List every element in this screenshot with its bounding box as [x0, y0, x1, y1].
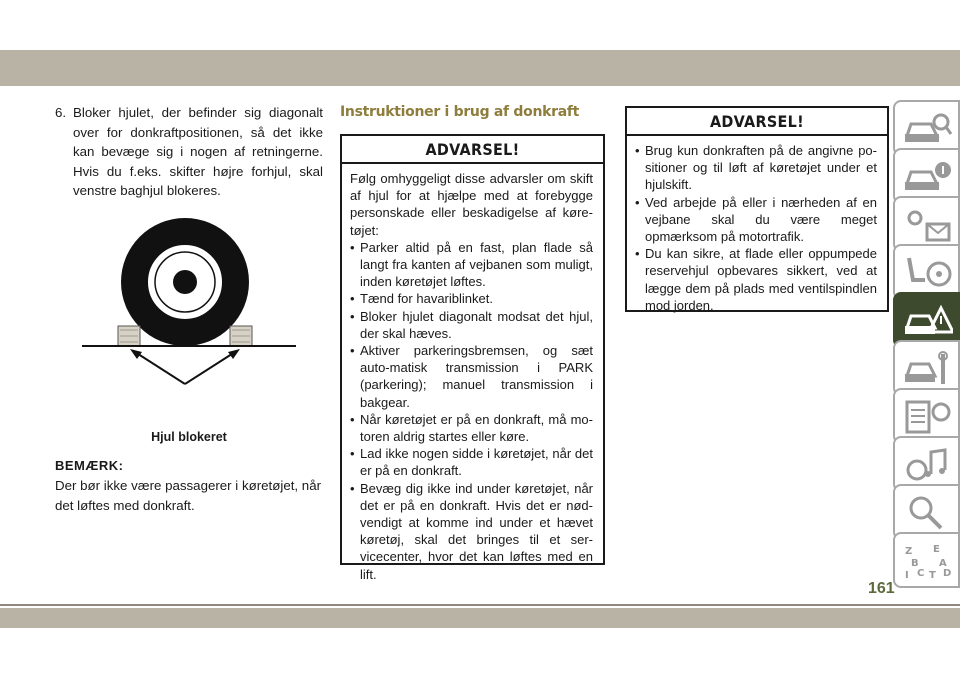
- warning-title: ADVARSEL!: [627, 108, 887, 136]
- roadside-emergency-icon: [903, 302, 953, 340]
- svg-text:C: C: [917, 568, 925, 579]
- page-number: 161: [868, 580, 895, 597]
- step-number: 6.: [55, 105, 67, 120]
- arrow-right: [185, 352, 235, 384]
- note-text: Der bør ikke være passagerer i køretøjet, når det løftes med donkraft.: [55, 478, 322, 513]
- warning-item: • Du kan sikre, at flade eller oppumpede reservehjul opbevares sikkert, ved at lægge dem på plads med ventilspindlen mod jorden.: [635, 245, 877, 314]
- figure-caption: Hjul blokeret: [151, 430, 227, 444]
- warning-item: • Brug kun donkraften på de angivne po-sitioner og til løft af køretøjet under et hjulskift.: [635, 142, 877, 194]
- warning-item: • Ved arbejde på eller i nærheden af en vejbane skal du være meget opmærksom på motortrafik.: [635, 194, 877, 246]
- warning-intro: Følg omhyggeligt disse advarsler om skift af hjul for at hjælpe med at forebygge personskade eller beskadigelse af køre-tøjet:: [350, 171, 593, 238]
- footer-line: [0, 604, 960, 606]
- section-title: Instruktioner i brug af donkraft: [340, 104, 580, 120]
- warning-item: • Aktiver parkeringsbremsen, og sæt auto-matisk transmission i PARK (parkering); manuel transmission i bakgear.: [350, 342, 593, 411]
- multimedia-icon: [903, 446, 953, 484]
- step-text: Bloker hjulet, der befinder sig diagonalt over for donkraftpositionen, så det ikke kan bevæge sig i nogen af retningerne. Hvis du f.eks. skifter højre forhjul, skal venstre baghjul blokeres.: [73, 105, 323, 199]
- svg-text:A: A: [939, 558, 947, 569]
- wheel-chocked-illustration: [80, 212, 300, 392]
- warning-item: • Bevæg dig ikke ind under køretøjet, når det er på en donkraft. Hvis det er nød-vendigt at komme ind under et hævet køretøj, skal det bringes til et ser-vicecenter, hvor det kan løftes med en lift.: [350, 480, 593, 583]
- warning-item: • Bloker hjulet diagonalt modsat det hjul, der skal hæves.: [350, 308, 593, 342]
- warning-lights-message-icon: [903, 206, 953, 244]
- note-heading: BEMÆRK:: [55, 458, 124, 473]
- car-search-icon: [903, 110, 953, 148]
- warning-title: ADVARSEL!: [342, 136, 603, 164]
- warning-box-1: [340, 134, 605, 582]
- warning-item: • Når køretøjet er på en donkraft, må mo-toren aldrig startes eller køre.: [350, 411, 593, 445]
- car-info-icon: [903, 158, 953, 196]
- warning-box-2: [625, 106, 889, 312]
- car-service-icon: [903, 350, 953, 388]
- svg-text:D: D: [943, 568, 952, 579]
- warning-item: • Parker altid på en fast, plan flade så langt fra kanten af vejbanen som muligt, inden køretøjet løftes.: [350, 239, 593, 291]
- seat-steering-icon: [903, 254, 953, 292]
- header-band: [0, 50, 960, 86]
- footer-band: [0, 608, 960, 628]
- arrow-left: [135, 352, 185, 384]
- warning-item: • Lad ikke nogen sidde i køretøjet, når det er på en donkraft.: [350, 445, 593, 479]
- svg-text:B: B: [911, 558, 919, 569]
- tab-index[interactable]: [893, 532, 960, 588]
- search-icon: [903, 494, 953, 532]
- svg-text:E: E: [933, 544, 940, 555]
- specifications-icon: [903, 398, 953, 436]
- svg-text:T: T: [929, 570, 936, 580]
- svg-text:I: I: [905, 570, 909, 580]
- step-6: [55, 103, 323, 201]
- warning-item: • Tænd for havariblinket.: [350, 290, 593, 307]
- svg-text:Z: Z: [905, 546, 913, 557]
- index-icon: [903, 542, 953, 580]
